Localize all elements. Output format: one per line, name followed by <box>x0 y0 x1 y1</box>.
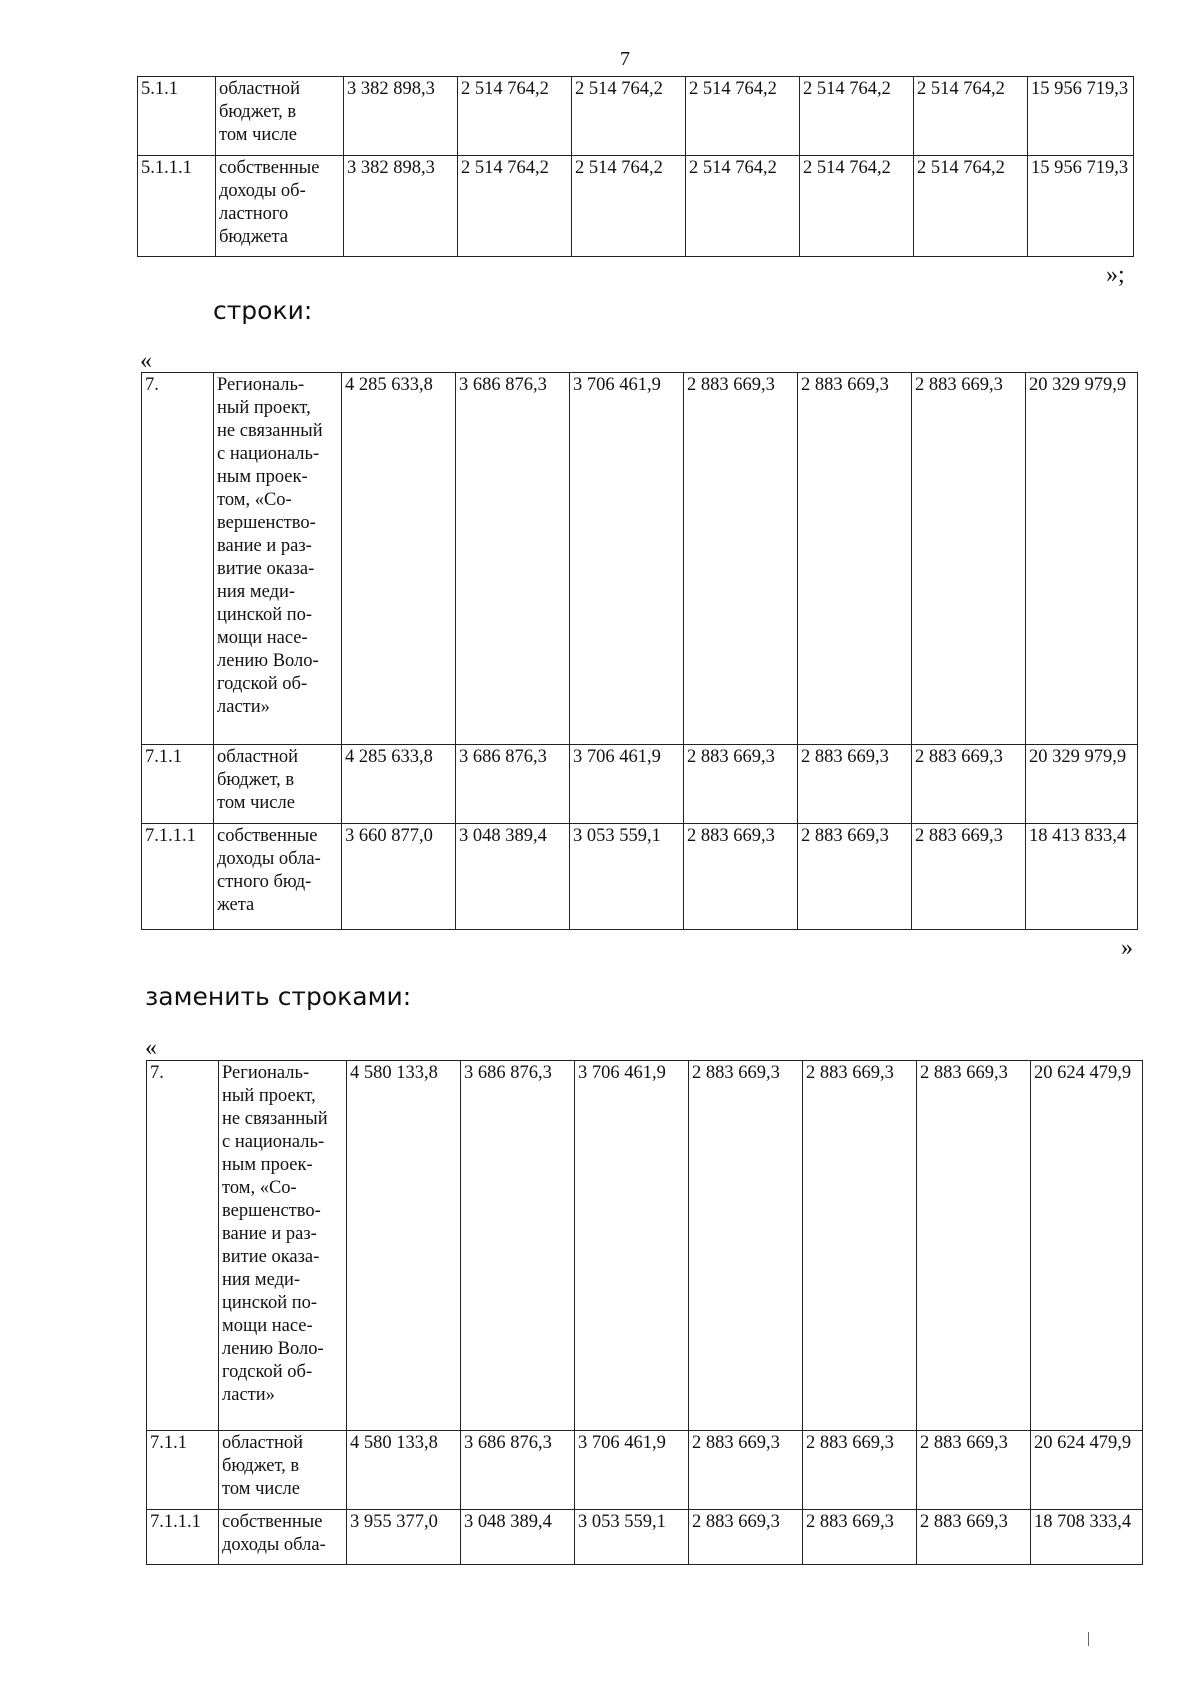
value-cell: 2 883 669,3 <box>912 824 1026 930</box>
value-cell: 2 883 669,3 <box>684 745 798 824</box>
value-cell: 3 053 559,1 <box>570 824 684 930</box>
row-name: областной бюджет, в том числе <box>214 745 342 824</box>
row-code: 5.1.1 <box>138 77 216 156</box>
value-cell: 2 883 669,3 <box>689 1431 803 1510</box>
value-cell: 2 883 669,3 <box>684 824 798 930</box>
table-row <box>142 824 1138 930</box>
closing-quote: »; <box>1106 262 1125 288</box>
table-row <box>138 77 1134 156</box>
row-code: 7.1.1.1 <box>142 824 214 930</box>
value-cell: 2 883 669,3 <box>798 824 912 930</box>
scan-edge-mark <box>1088 1632 1089 1646</box>
row-name: областной бюджет, в том числе <box>216 77 344 156</box>
value-cell: 2 514 764,2 <box>686 77 800 156</box>
value-cell: 2 883 669,3 <box>798 373 912 745</box>
row-name: Региональ- ный проект, не связанный с националь- ным проек- том, «Со- вершенство- вание и раз- витие оказа- ния меди- цинской по- мощи насе- лению Воло- годской об- ласти» <box>214 373 342 745</box>
value-cell: 2 883 669,3 <box>803 1061 917 1431</box>
row-code: 7.1.1 <box>147 1431 219 1510</box>
table-row <box>147 1431 1143 1510</box>
row-code: 7. <box>147 1061 219 1431</box>
row-name: собственные доходы обла- стного бюд- жета <box>214 824 342 930</box>
total-cell: 20 624 479,9 <box>1031 1431 1143 1510</box>
label-rows: строки: <box>213 296 313 325</box>
total-cell: 20 329 979,9 <box>1026 373 1138 745</box>
total-cell: 15 956 719,3 <box>1028 77 1134 156</box>
opening-quote: « <box>140 348 152 374</box>
row-code: 5.1.1.1 <box>138 156 216 257</box>
value-cell: 3 706 461,9 <box>570 373 684 745</box>
value-cell: 4 580 133,8 <box>347 1061 461 1431</box>
value-cell: 4 285 633,8 <box>342 373 456 745</box>
value-cell: 2 883 669,3 <box>689 1061 803 1431</box>
label-replace-with-rows: заменить строками: <box>145 982 412 1011</box>
value-cell: 2 883 669,3 <box>798 745 912 824</box>
value-cell: 4 580 133,8 <box>347 1431 461 1510</box>
value-cell: 2 883 669,3 <box>689 1510 803 1565</box>
value-cell: 3 382 898,3 <box>344 156 458 257</box>
value-cell: 2 883 669,3 <box>803 1431 917 1510</box>
value-cell: 2 883 669,3 <box>912 745 1026 824</box>
total-cell: 18 413 833,4 <box>1026 824 1138 930</box>
value-cell: 2 883 669,3 <box>803 1510 917 1565</box>
row-name: Региональ- ный проект, не связанный с националь- ным проек- том, «Со- вершенство- вание и раз- витие оказа- ния меди- цинской по- мощи насе- лению Воло- годской об- ласти» <box>219 1061 347 1431</box>
value-cell: 3 382 898,3 <box>344 77 458 156</box>
total-cell: 18 708 333,4 <box>1031 1510 1143 1565</box>
row-name: областной бюджет, в том числе <box>219 1431 347 1510</box>
value-cell: 2 514 764,2 <box>686 156 800 257</box>
value-cell: 2 514 764,2 <box>914 77 1028 156</box>
value-cell: 2 514 764,2 <box>458 77 572 156</box>
value-cell: 3 686 876,3 <box>456 745 570 824</box>
table-fragment-old-rows <box>141 372 1138 930</box>
row-code: 7. <box>142 373 214 745</box>
value-cell: 3 048 389,4 <box>456 824 570 930</box>
row-name: собственные доходы обла- <box>219 1510 347 1565</box>
value-cell: 2 514 764,2 <box>458 156 572 257</box>
value-cell: 3 686 876,3 <box>456 373 570 745</box>
value-cell: 2 514 764,2 <box>800 156 914 257</box>
row-code: 7.1.1 <box>142 745 214 824</box>
table-row <box>147 1061 1143 1431</box>
value-cell: 3 660 877,0 <box>342 824 456 930</box>
value-cell: 2 514 764,2 <box>914 156 1028 257</box>
value-cell: 3 706 461,9 <box>575 1061 689 1431</box>
value-cell: 3 048 389,4 <box>461 1510 575 1565</box>
value-cell: 2 883 669,3 <box>912 373 1026 745</box>
value-cell: 4 285 633,8 <box>342 745 456 824</box>
table-row <box>142 373 1138 745</box>
table-row <box>142 745 1138 824</box>
value-cell: 3 053 559,1 <box>575 1510 689 1565</box>
table-row <box>138 156 1134 257</box>
total-cell: 15 956 719,3 <box>1028 156 1134 257</box>
value-cell: 2 883 669,3 <box>684 373 798 745</box>
value-cell: 2 883 669,3 <box>917 1510 1031 1565</box>
value-cell: 3 706 461,9 <box>570 745 684 824</box>
row-code: 7.1.1.1 <box>147 1510 219 1565</box>
table-fragment-section-5 <box>137 76 1134 257</box>
row-name: собственные доходы об- ластного бюджета <box>216 156 344 257</box>
value-cell: 2 514 764,2 <box>572 156 686 257</box>
value-cell: 2 883 669,3 <box>917 1061 1031 1431</box>
value-cell: 3 686 876,3 <box>461 1431 575 1510</box>
page-number: 7 <box>620 48 630 70</box>
opening-quote: « <box>145 1035 157 1061</box>
value-cell: 2 883 669,3 <box>917 1431 1031 1510</box>
table-fragment-new-rows <box>146 1060 1143 1565</box>
value-cell: 2 514 764,2 <box>572 77 686 156</box>
value-cell: 3 955 377,0 <box>347 1510 461 1565</box>
value-cell: 2 514 764,2 <box>800 77 914 156</box>
total-cell: 20 329 979,9 <box>1026 745 1138 824</box>
table-row <box>147 1510 1143 1565</box>
total-cell: 20 624 479,9 <box>1031 1061 1143 1431</box>
closing-quote: » <box>1121 935 1133 961</box>
value-cell: 3 686 876,3 <box>461 1061 575 1431</box>
value-cell: 3 706 461,9 <box>575 1431 689 1510</box>
